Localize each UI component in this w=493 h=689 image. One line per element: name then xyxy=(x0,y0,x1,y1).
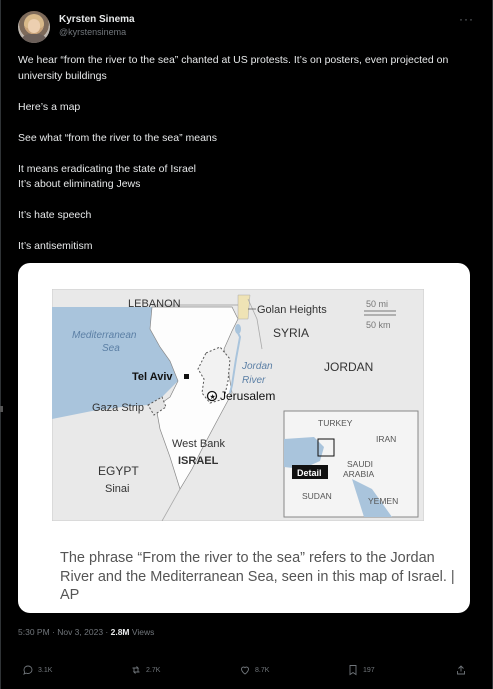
tweet-line: It’s hate speech xyxy=(18,209,92,221)
label-west-bank: West Bank xyxy=(172,438,225,450)
more-options-icon[interactable]: ··· xyxy=(459,12,474,26)
share-icon xyxy=(455,664,467,676)
image-caption xyxy=(60,549,460,605)
golan-heights-area xyxy=(238,295,250,319)
label-egypt: EGYPT xyxy=(98,464,139,478)
label-jerusalem: Jerusalem xyxy=(220,389,276,403)
label-jordan: JORDAN xyxy=(324,360,374,374)
bookmark-icon xyxy=(347,664,359,676)
like-count: 8.7K xyxy=(255,666,270,674)
inset-yemen: YEMEN xyxy=(368,496,399,506)
label-golan: Golan Heights xyxy=(257,304,327,316)
label-river: River xyxy=(242,375,266,386)
views-count: 2.8M xyxy=(110,627,130,637)
timeline-border xyxy=(0,0,1,689)
label-tel-aviv: Tel Aviv xyxy=(132,371,173,383)
inset-saudi-1: SAUDI xyxy=(347,459,373,469)
israel-map xyxy=(52,289,424,521)
label-lebanon: LEBANON xyxy=(128,298,181,310)
tweet-text xyxy=(18,53,473,255)
bookmark-count: 197 xyxy=(363,666,375,674)
repost-button[interactable] xyxy=(130,664,160,676)
inset-saudi-2: ARABIA xyxy=(343,469,375,479)
inset-turkey: TURKEY xyxy=(318,418,353,428)
timestamp[interactable]: 5:30 PM · Nov 3, 2023 · xyxy=(18,627,111,637)
scale-km: 50 km xyxy=(366,320,391,330)
tweet-meta xyxy=(18,627,154,637)
tweet-line: See what “from the river to the sea” means xyxy=(18,131,218,144)
author-handle[interactable]: @kyrstensinema xyxy=(59,27,127,37)
avatar[interactable] xyxy=(18,11,50,43)
tweet-line: It’s antisemitism xyxy=(18,240,93,252)
tel-aviv-marker xyxy=(184,374,189,379)
label-israel: ISRAEL xyxy=(178,455,219,467)
inset-iran: IRAN xyxy=(376,434,397,444)
label-sinai: Sinai xyxy=(105,483,130,495)
share-button[interactable] xyxy=(455,664,467,676)
tweet-line: Here’s a map xyxy=(18,100,81,113)
repost-icon xyxy=(130,664,142,676)
tweet-line: We hear “from the river to the sea” chanted at US protests. It’s on posters, even projected on university buildings xyxy=(18,54,449,82)
scroll-marker xyxy=(0,406,3,412)
tweet-line: It means eradicating the state of Israel xyxy=(18,162,197,175)
media-card[interactable] xyxy=(18,263,470,613)
svg-text:★: ★ xyxy=(209,394,216,401)
like-button[interactable] xyxy=(239,664,269,676)
scale-mi: 50 mi xyxy=(366,299,389,309)
heart-icon xyxy=(239,664,251,676)
label-gaza: Gaza Strip xyxy=(92,402,144,414)
label-med: Mediterranean xyxy=(72,330,137,341)
reply-count: 3.1K xyxy=(38,666,53,674)
author-name[interactable]: Kyrsten Sinema xyxy=(59,14,135,25)
action-bar xyxy=(18,664,478,680)
inset-sudan: SUDAN xyxy=(302,491,332,501)
repost-count: 2.7K xyxy=(146,666,161,674)
inset-detail: Detail xyxy=(297,468,322,478)
caption-credit: | AP xyxy=(60,568,455,603)
tweet-line: It’s about eliminating Jews xyxy=(18,178,141,190)
label-syria: SYRIA xyxy=(273,326,310,340)
reply-button[interactable] xyxy=(22,664,52,676)
caption-text: The phrase “From the river to the sea” refers to the Jordan River and the Mediterranean Sea, seen in this map of Israel. xyxy=(60,550,447,585)
reply-icon xyxy=(22,664,34,676)
label-jordan-river: Jordan xyxy=(242,361,273,372)
bookmark-button[interactable] xyxy=(347,664,375,676)
views-label: Views xyxy=(129,627,155,637)
label-sea: Sea xyxy=(102,343,120,354)
